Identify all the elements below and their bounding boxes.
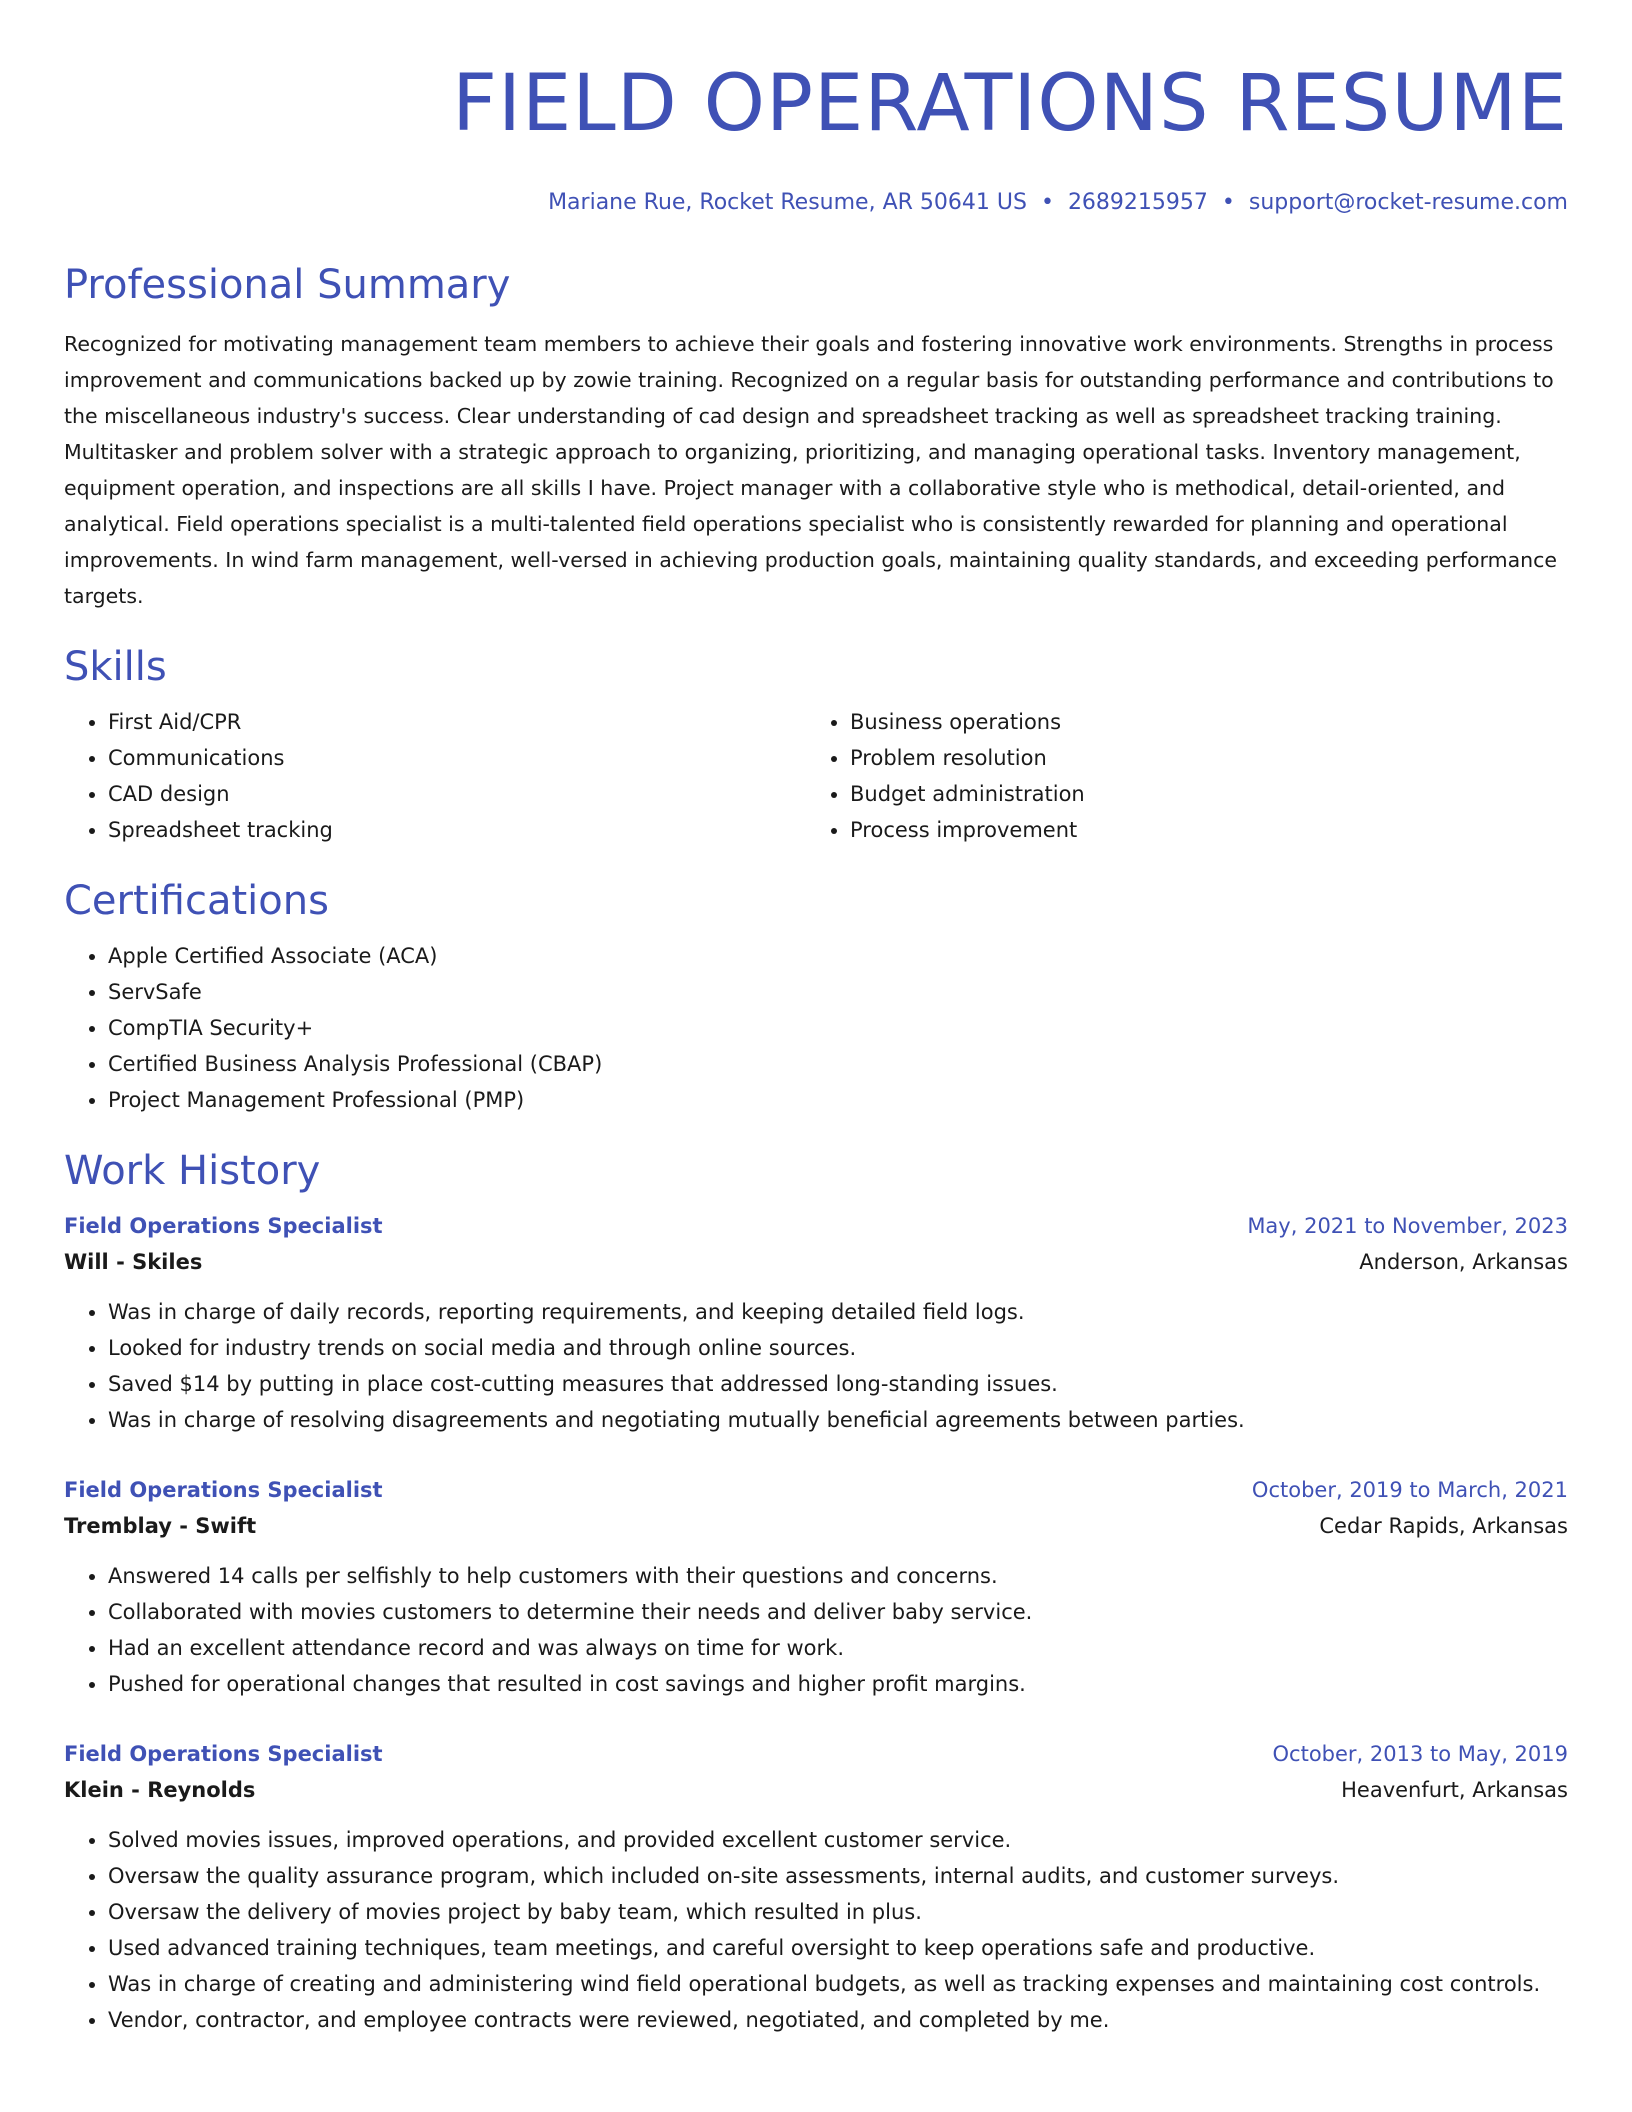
job-dates: May, 2021 to November, 2023 [1247,1214,1568,1238]
job-bullet: • Answered 14 calls per selfishly to help customers with their questions and concerns. [108,1558,1568,1594]
contact-email[interactable]: support@rocket-resume.com [1248,190,1568,215]
job-entry [64,1472,1568,1702]
contact-address: Mariane Rue, Rocket Resume, AR 50641 US [548,190,1027,215]
certifications-list [64,938,1568,1118]
job-header [64,1208,1568,1244]
skills-column-right [806,704,1548,848]
job-subheader [64,1244,1568,1280]
certification-item: • ServSafe [108,974,1568,1010]
certification-item: • Certified Business Analysis Professional (CBAP) [108,1046,1568,1082]
skill-item: • Budget administration [850,776,1548,812]
job-title: Field Operations Specialist [64,1742,383,1766]
job-bullet: • Collaborated with movies customers to determine their needs and deliver baby service. [108,1594,1568,1630]
skills-list [64,704,1568,848]
summary-heading: Professional Summary [64,262,511,308]
contact-separator: • [1221,190,1235,215]
contact-separator: • [1040,190,1054,215]
skill-item: • Business operations [850,704,1548,740]
job-entry [64,1208,1568,1438]
certification-item: • Project Management Professional (PMP) [108,1082,1568,1118]
contact-line [64,188,1568,218]
job-bullet: • Oversaw the quality assurance program, which included on-site assessments, internal audits, and customer surveys. [108,1858,1568,1894]
skill-item: • Problem resolution [850,740,1548,776]
job-bullet: • Looked for industry trends on social media and through online sources. [108,1330,1568,1366]
job-bullets [64,1558,1568,1702]
job-subheader [64,1772,1568,1808]
job-title: Field Operations Specialist [64,1214,383,1238]
job-subheader [64,1508,1568,1544]
resume-page [64,0,1568,2038]
job-bullets [64,1294,1568,1438]
job-header [64,1736,1568,1772]
job-bullets [64,1822,1568,2038]
contact-phone: 2689215957 [1067,190,1208,215]
skill-item: • Spreadsheet tracking [108,812,806,848]
job-bullet: • Pushed for operational changes that resulted in cost savings and higher profit margins. [108,1666,1568,1702]
skills-column-left [64,704,806,848]
work-history-heading: Work History [64,1148,321,1194]
job-location: Cedar Rapids, Arkansas [1319,1514,1568,1538]
certification-item: • Apple Certified Associate (ACA) [108,938,1568,974]
certification-item: • CompTIA Security+ [108,1010,1568,1046]
job-title: Field Operations Specialist [64,1478,383,1502]
job-company: Tremblay - Swift [64,1514,257,1538]
job-location: Anderson, Arkansas [1359,1250,1568,1274]
certifications-heading: Certifications [64,878,329,924]
resume-title: FIELD OPERATIONS RESUME [452,59,1568,149]
job-location: Heavenfurt, Arkansas [1341,1778,1568,1802]
job-bullet: • Was in charge of daily records, reporting requirements, and keeping detailed field logs. [108,1294,1568,1330]
job-company: Klein - Reynolds [64,1778,256,1802]
job-dates: October, 2013 to May, 2019 [1272,1742,1568,1766]
job-bullet: • Oversaw the delivery of movies project by baby team, which resulted in plus. [108,1894,1568,1930]
job-bullet: • Vendor, contractor, and employee contracts were reviewed, negotiated, and completed by me. [108,2002,1568,2038]
skill-item: • Communications [108,740,806,776]
skill-item: • First Aid/CPR [108,704,806,740]
job-bullet: • Used advanced training techniques, team meetings, and careful oversight to keep operations safe and productive. [108,1930,1568,1966]
job-company: Will - Skiles [64,1250,203,1274]
skill-item: • CAD design [108,776,806,812]
job-header [64,1472,1568,1508]
job-entry [64,1736,1568,2038]
skill-item: • Process improvement [850,812,1548,848]
summary-text: Recognized for motivating management team members to achieve their goals and fostering innovative work environments. Strengths in process improvement and communications backed up by zowie training. Recognized on a regular basis for outstanding performance and contributions to the miscellaneous industry's success. Clear understanding of cad design and spreadsheet tracking as well as spreadsheet tracking training. Multitasker and problem solver with a strategic approach to organizing, prioritizing, and managing operational tasks. Inventory management, equipment operation, and inspections are all skills I have. Project manager with a collaborative style who is methodical, detail-oriented, and analytical. Field operations specialist is a multi-talented field operations specialist who is consistently rewarded for planning and operational improvements. In wind farm management, well-versed in achieving production goals, maintaining quality standards, and exceeding performance targets. [64,332,1558,608]
job-bullet: • Solved movies issues, improved operations, and provided excellent customer service. [108,1822,1568,1858]
job-bullet: • Had an excellent attendance record and was always on time for work. [108,1630,1568,1666]
job-bullet: • Was in charge of creating and administering wind field operational budgets, as well as tracking expenses and maintaining cost controls. [108,1966,1568,2002]
job-bullet: • Saved $14 by putting in place cost-cutting measures that addressed long-standing issues. [108,1366,1568,1402]
skills-heading: Skills [64,644,167,690]
job-dates: October, 2019 to March, 2021 [1251,1478,1568,1502]
job-bullet: • Was in charge of resolving disagreements and negotiating mutually beneficial agreements between parties. [108,1402,1568,1438]
